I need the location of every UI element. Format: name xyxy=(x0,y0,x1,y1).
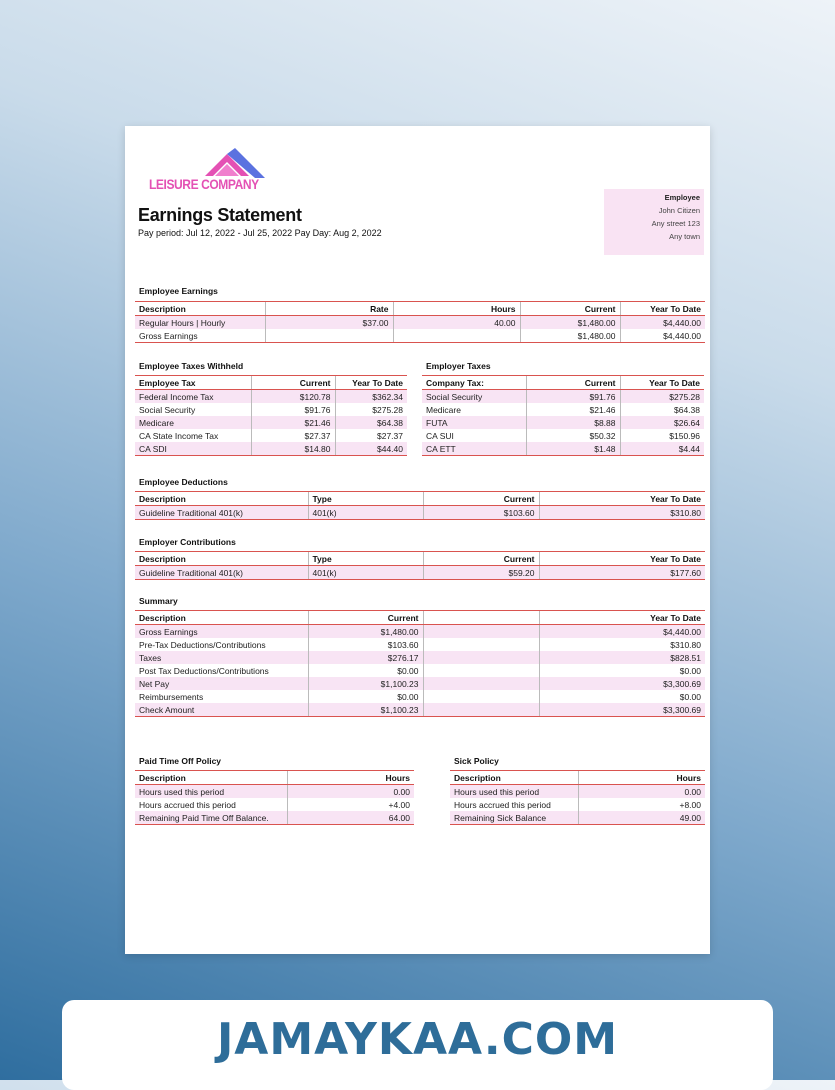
cell: 401(k) xyxy=(308,506,423,520)
cell: $150.96 xyxy=(620,429,704,442)
employer-taxes-table xyxy=(422,375,704,456)
deductions-title: Employee Deductions xyxy=(139,477,228,487)
table-row xyxy=(135,390,407,404)
cell: $1,480.00 xyxy=(520,329,620,343)
col-description: Description xyxy=(135,611,308,625)
table-row xyxy=(135,703,705,717)
cell: Medicare xyxy=(135,416,251,429)
table-row xyxy=(135,506,705,520)
cell: $8.88 xyxy=(526,416,620,429)
table-row xyxy=(135,798,414,811)
earnings-table xyxy=(135,301,705,343)
col-description: Description xyxy=(135,492,308,506)
cell: Hours accrued this period xyxy=(454,799,551,810)
cell: $91.76 xyxy=(526,390,620,404)
cell: $0.00 xyxy=(539,690,705,703)
cell: $0.00 xyxy=(308,690,423,703)
col-ytd: Year To Date xyxy=(539,492,705,506)
col-hours: Hours xyxy=(393,302,520,316)
cell xyxy=(393,329,520,343)
summary-title: Summary xyxy=(139,596,178,606)
taxes-withheld-title: Employee Taxes Withheld xyxy=(139,361,244,371)
table-row xyxy=(422,416,704,429)
cell: CA SDI xyxy=(135,442,251,456)
cell: 0.00 xyxy=(578,785,705,799)
table-row xyxy=(422,429,704,442)
table-row xyxy=(422,390,704,404)
cell: Hours used this period xyxy=(450,785,578,799)
col-ytd: Year To Date xyxy=(335,376,407,390)
cell: $44.40 xyxy=(335,442,407,456)
table-row xyxy=(135,785,414,799)
table-row xyxy=(135,625,705,639)
sick-table xyxy=(450,770,705,825)
col-description: Description xyxy=(135,771,287,785)
col-ytd: Year To Date xyxy=(620,376,704,390)
col-type: Type xyxy=(308,552,423,566)
cell: $91.76 xyxy=(251,403,335,416)
table-row xyxy=(135,442,407,456)
col-ytd: Year To Date xyxy=(539,611,705,625)
cell: $362.34 xyxy=(335,390,407,404)
cell: $64.38 xyxy=(335,416,407,429)
cell: $177.60 xyxy=(539,566,705,580)
employee-street: Any street 123 xyxy=(651,219,700,228)
col-company-tax: Company Tax: xyxy=(422,376,526,390)
employee-name: John Citizen xyxy=(658,206,700,215)
cell xyxy=(265,329,393,343)
cell: Gross Earnings xyxy=(135,329,265,343)
watermark-banner xyxy=(62,1000,773,1090)
cell: Social Security xyxy=(139,404,196,415)
cell: Pre-Tax Deductions/Contributions xyxy=(139,639,266,650)
employee-info-box xyxy=(604,189,704,255)
pay-period: Pay period: Jul 12, 2022 - Jul 25, 2022 Pay Day: Aug 2, 2022 xyxy=(138,228,382,238)
cell: $828.51 xyxy=(539,651,705,664)
cell xyxy=(423,625,539,639)
table-row xyxy=(135,416,407,429)
cell: Post Tax Deductions/Contributions xyxy=(139,665,269,676)
cell: $275.28 xyxy=(620,390,704,404)
col-blank xyxy=(423,611,539,625)
cell: 64.00 xyxy=(287,811,414,825)
col-current: Current xyxy=(520,302,620,316)
cell: $3,300.69 xyxy=(539,677,705,690)
cell: $4.44 xyxy=(620,442,704,456)
cell: Regular Hours | Hourly xyxy=(135,316,265,330)
cell: $27.37 xyxy=(251,429,335,442)
col-current: Current xyxy=(526,376,620,390)
cell: $1,480.00 xyxy=(520,316,620,330)
col-rate: Rate xyxy=(265,302,393,316)
table-row xyxy=(135,811,414,825)
cell: $4,440.00 xyxy=(620,316,705,330)
col-hours: Hours xyxy=(578,771,705,785)
pto-table xyxy=(135,770,414,825)
table-row xyxy=(135,638,705,651)
col-ytd: Year To Date xyxy=(620,302,705,316)
company-name: LEISURE COMPANY xyxy=(149,176,259,192)
cell: $310.80 xyxy=(539,506,705,520)
cell: $1,480.00 xyxy=(308,625,423,639)
cell: CA SUI xyxy=(426,430,454,441)
table-row xyxy=(135,677,705,690)
table-row xyxy=(135,566,705,580)
cell: $50.32 xyxy=(526,429,620,442)
cell: Reimbursements xyxy=(139,691,204,702)
cell: $4,440.00 xyxy=(620,329,705,343)
col-current: Current xyxy=(423,552,539,566)
table-row xyxy=(422,442,704,456)
table-row xyxy=(450,798,705,811)
cell xyxy=(423,638,539,651)
col-current: Current xyxy=(308,611,423,625)
table-row xyxy=(135,429,407,442)
col-ytd: Year To Date xyxy=(539,552,705,566)
cell: $0.00 xyxy=(539,664,705,677)
cell: Net Pay xyxy=(135,677,308,690)
table-row xyxy=(135,316,705,330)
employer-taxes-title: Employer Taxes xyxy=(426,361,491,371)
summary-table xyxy=(135,610,705,717)
cell: 0.00 xyxy=(287,785,414,799)
employee-town: Any town xyxy=(669,232,700,241)
cell: $1.48 xyxy=(526,442,620,456)
cell: $275.28 xyxy=(335,403,407,416)
table-row xyxy=(135,690,705,703)
cell: FUTA xyxy=(422,416,526,429)
cell: $120.78 xyxy=(251,390,335,404)
cell: Gross Earnings xyxy=(135,625,308,639)
cell: +4.00 xyxy=(287,798,414,811)
cell: $26.64 xyxy=(620,416,704,429)
cell: $59.20 xyxy=(423,566,539,580)
col-hours: Hours xyxy=(287,771,414,785)
table-row xyxy=(135,651,705,664)
cell xyxy=(423,664,539,677)
col-description: Description xyxy=(135,552,308,566)
cell: $64.38 xyxy=(620,403,704,416)
cell: $21.46 xyxy=(526,403,620,416)
col-current: Current xyxy=(423,492,539,506)
contributions-table xyxy=(135,551,705,580)
cell: CA State Income Tax xyxy=(139,430,219,441)
col-type: Type xyxy=(308,492,423,506)
cell: Hours accrued this period xyxy=(139,799,236,810)
cell: Guideline Traditional 401(k) xyxy=(135,566,308,580)
cell: 401(k) xyxy=(308,566,423,580)
cell: $0.00 xyxy=(308,664,423,677)
cell: Remaining Paid Time Off Balance. xyxy=(135,811,287,825)
cell: CA ETT xyxy=(422,442,526,456)
cell xyxy=(423,690,539,703)
employee-label: Employee xyxy=(664,193,700,202)
cell: Federal Income Tax xyxy=(135,390,251,404)
cell: Social Security xyxy=(422,390,526,404)
table-row xyxy=(135,403,407,416)
cell: Guideline Traditional 401(k) xyxy=(135,506,308,520)
company-logo xyxy=(149,148,279,194)
table-row xyxy=(135,664,705,677)
cell: $37.00 xyxy=(265,316,393,330)
cell: $310.80 xyxy=(539,638,705,651)
cell xyxy=(423,651,539,664)
cell: Medicare xyxy=(426,404,461,415)
deductions-table xyxy=(135,491,705,520)
cell: $4,440.00 xyxy=(539,625,705,639)
cell: +8.00 xyxy=(578,798,705,811)
cell: $103.60 xyxy=(308,638,423,651)
table-row xyxy=(450,785,705,799)
cell: $276.17 xyxy=(308,651,423,664)
cell: $27.37 xyxy=(335,429,407,442)
cell: 40.00 xyxy=(393,316,520,330)
cell: Taxes xyxy=(135,651,308,664)
table-row xyxy=(422,403,704,416)
col-current: Current xyxy=(251,376,335,390)
cell: Remaining Sick Balance xyxy=(450,811,578,825)
col-employee-tax: Employee Tax xyxy=(135,376,251,390)
earnings-title: Employee Earnings xyxy=(139,286,218,296)
cell: $14.80 xyxy=(251,442,335,456)
pto-title: Paid Time Off Policy xyxy=(139,756,222,766)
contributions-title: Employer Contributions xyxy=(139,537,236,547)
cell: $1,100.23 xyxy=(308,703,423,717)
col-description: Description xyxy=(135,302,265,316)
cell: $21.46 xyxy=(251,416,335,429)
earnings-statement-document xyxy=(125,126,710,954)
cell xyxy=(423,677,539,690)
statement-title: Earnings Statement xyxy=(138,205,302,225)
taxes-withheld-table xyxy=(135,375,407,456)
col-description: Description xyxy=(450,771,578,785)
table-row xyxy=(450,811,705,825)
watermark-text: JAMAYKAA.COM xyxy=(216,1014,619,1065)
table-row xyxy=(135,329,705,343)
cell xyxy=(423,703,539,717)
cell: $103.60 xyxy=(423,506,539,520)
cell: $3,300.69 xyxy=(539,703,705,717)
cell: $1,100.23 xyxy=(308,677,423,690)
cell: Hours used this period xyxy=(135,785,287,799)
cell: Check Amount xyxy=(135,703,308,717)
cell: 49.00 xyxy=(578,811,705,825)
sick-title: Sick Policy xyxy=(454,756,499,766)
